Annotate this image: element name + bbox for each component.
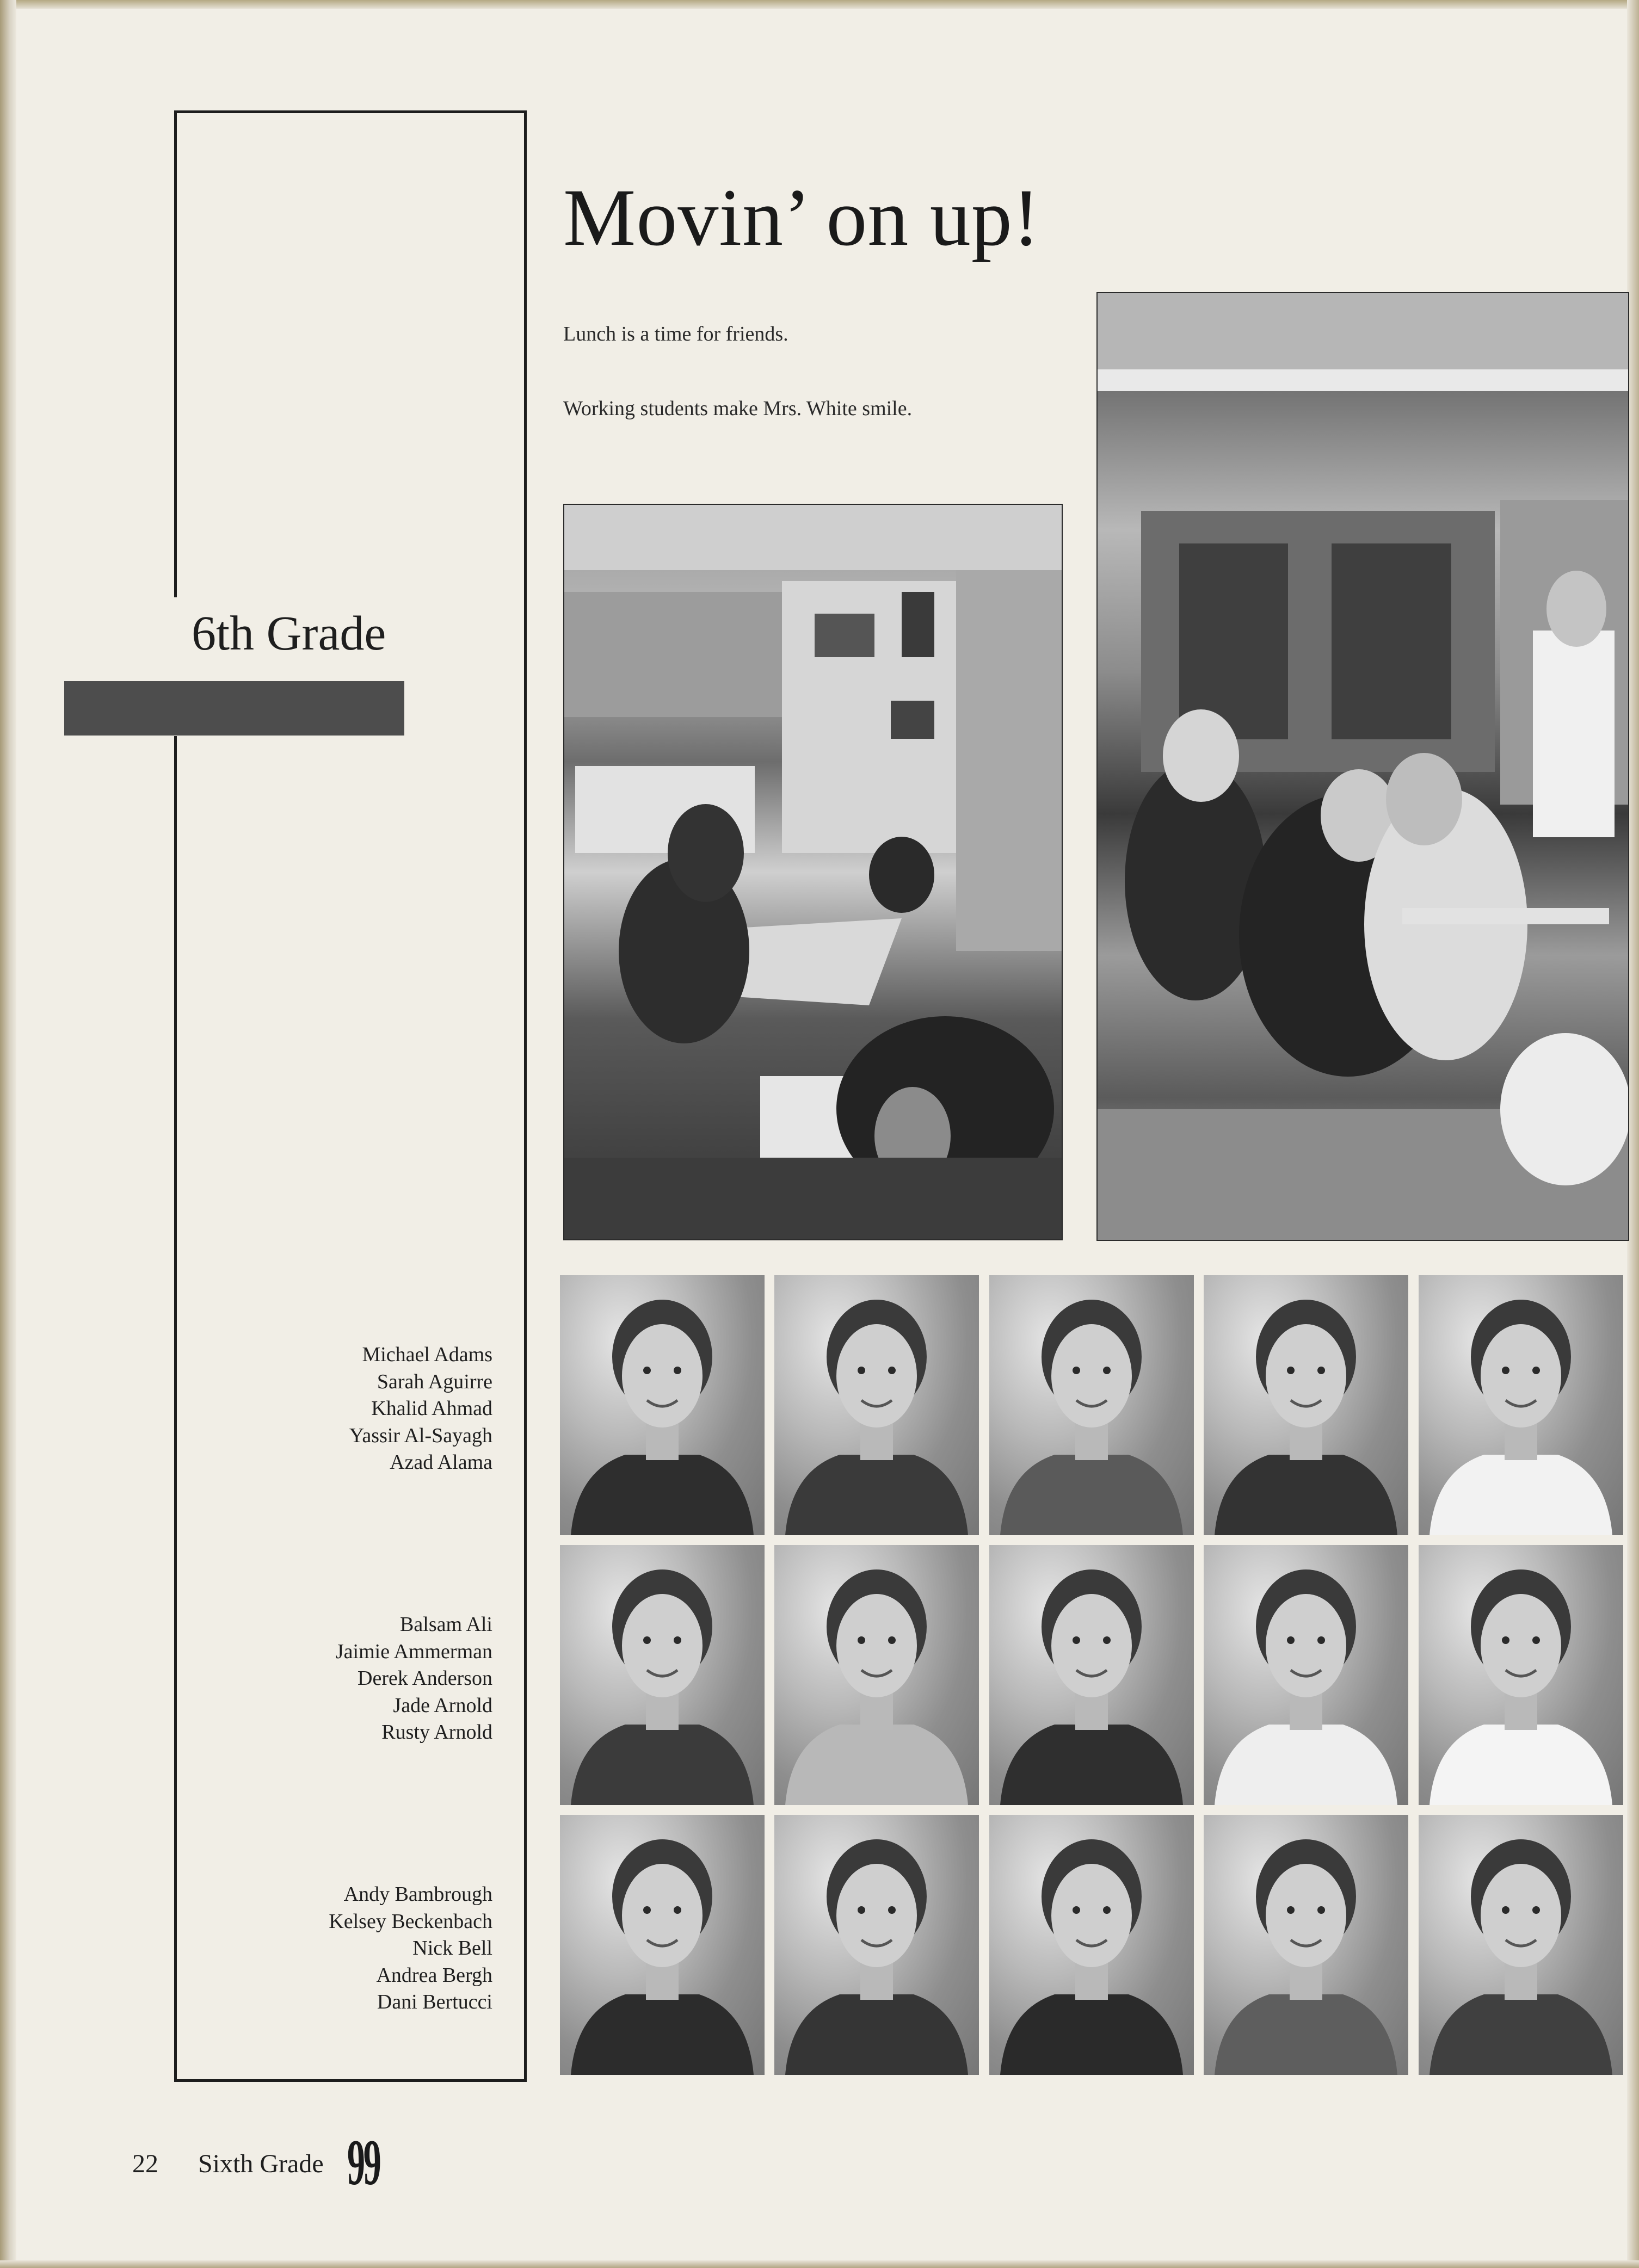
student-name: Azad Alama	[390, 1451, 492, 1474]
student-name: Jade Arnold	[393, 1694, 492, 1717]
student-name: Kelsey Beckenbach	[329, 1909, 492, 1933]
caption-working: Working students make Mrs. White smile.	[563, 397, 913, 420]
cafeteria-photo	[1096, 292, 1629, 1241]
portrait-icon	[560, 1545, 765, 1805]
portrait-icon	[989, 1815, 1194, 2075]
portrait-icon	[989, 1275, 1194, 1535]
student-portrait	[1204, 1545, 1408, 1805]
cafeteria-photo-icon	[1098, 293, 1628, 1240]
names-group-2	[229, 1611, 492, 1746]
page-number: 22	[132, 2149, 158, 2178]
portrait-icon	[560, 1275, 765, 1535]
student-name: Dani Bertucci	[377, 1991, 492, 2013]
page-edge-bottom	[0, 2260, 1639, 2268]
classroom-photo-icon	[564, 505, 1062, 1239]
student-portrait	[1419, 1275, 1623, 1535]
frame-bottom-line	[174, 2079, 527, 2082]
year-mark: 99	[347, 2126, 380, 2198]
page-title: Movin’ on up!	[563, 172, 1040, 263]
student-name: Yassir Al-Sayagh	[349, 1424, 492, 1447]
grade-accent-bar	[64, 681, 404, 736]
student-portrait	[1204, 1815, 1408, 2075]
student-name: Andrea Bergh	[376, 1963, 492, 1987]
student-portrait	[560, 1275, 765, 1535]
student-name: Sarah Aguirre	[377, 1370, 492, 1393]
student-portrait	[989, 1545, 1194, 1805]
classroom-photo	[563, 504, 1063, 1240]
student-portrait	[560, 1545, 765, 1805]
student-portrait	[774, 1815, 979, 2075]
portrait-icon	[1204, 1815, 1408, 2075]
student-name: Andy Bambrough	[343, 1883, 492, 1906]
portrait-icon	[1419, 1815, 1623, 2075]
student-name: Nick Bell	[412, 1937, 492, 1960]
portrait-icon	[774, 1275, 979, 1535]
student-portrait	[1419, 1545, 1623, 1805]
student-portrait	[989, 1815, 1194, 2075]
caption-lunch: Lunch is a time for friends.	[563, 323, 788, 345]
student-portrait	[560, 1815, 765, 2075]
frame-left-line-upper	[174, 110, 177, 597]
student-portrait	[774, 1545, 979, 1805]
portrait-icon	[1204, 1275, 1408, 1535]
student-name: Jaimie Ammerman	[335, 1640, 492, 1663]
portrait-icon	[1419, 1545, 1623, 1805]
footer-section-label: Sixth Grade	[198, 2149, 324, 2178]
student-name: Derek Anderson	[358, 1667, 492, 1690]
student-name: Balsam Ali	[400, 1613, 492, 1636]
portrait-icon	[774, 1545, 979, 1805]
student-portrait	[1419, 1815, 1623, 2075]
frame-right-line	[524, 110, 527, 2082]
portrait-icon	[774, 1815, 979, 2075]
portrait-icon	[560, 1815, 765, 2075]
student-name: Rusty Arnold	[381, 1721, 492, 1744]
names-group-1	[229, 1342, 492, 1476]
frame-left-line-lower	[174, 736, 177, 2082]
student-portrait	[774, 1275, 979, 1535]
student-name: Michael Adams	[362, 1343, 492, 1366]
student-name: Khalid Ahmad	[371, 1397, 492, 1420]
page-edge-left	[0, 0, 16, 2268]
portrait-icon	[989, 1545, 1194, 1805]
names-group-3	[229, 1881, 492, 2016]
student-portrait	[1204, 1275, 1408, 1535]
portrait-icon	[1204, 1545, 1408, 1805]
page-edge-top	[0, 0, 1639, 9]
student-portrait	[989, 1275, 1194, 1535]
portrait-icon	[1419, 1275, 1623, 1535]
frame-top-line	[174, 110, 527, 113]
section-label: 6th Grade	[192, 607, 386, 660]
